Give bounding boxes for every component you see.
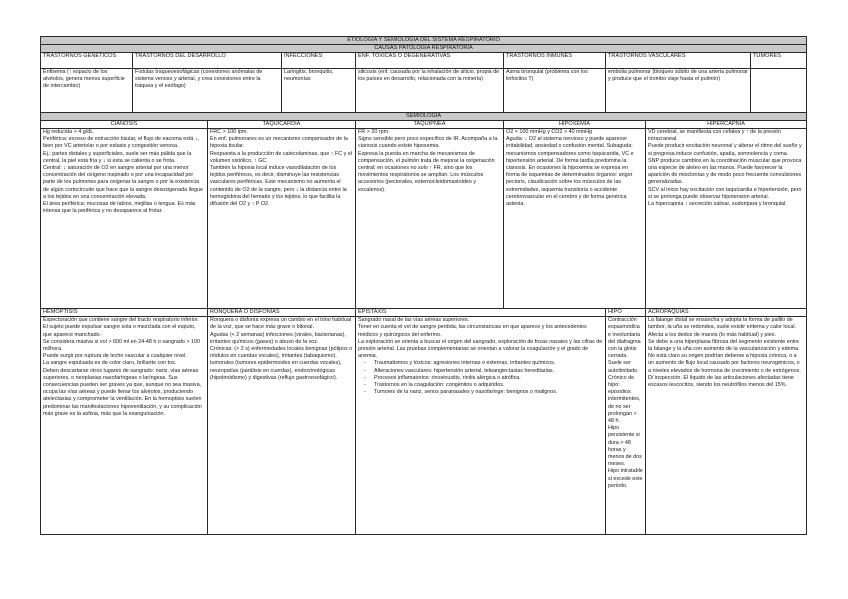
hemoptisis-line: Puede surgir por ruptura de lecho vascular a cualquier nivel. <box>43 353 187 360</box>
taquicardia-line: Respuesta a la producción de catecolaminas, que ↑ FC y el volumen sistólico, ↑ GC. <box>210 150 353 164</box>
epistaxis-line: Tener en cuenta el vol de sangre perdida, las circunstancias en que aparece y los antecedentes médicos y quirúrgicos del enfermo. <box>358 324 587 338</box>
list-item: - Trastornos en la coagulación: congénitos o adquiridos. <box>374 382 603 389</box>
semiology-header-row-2 <box>41 309 807 317</box>
semiology-band: SEMIOLOGÍA <box>41 113 807 121</box>
cause-header-geneticos: TRASTORNOS GENÉTICOS <box>41 53 133 69</box>
cause-header-desarrollo: TRASTORNOS DEL DESARROLLO <box>133 53 282 69</box>
hipoxemia-line: O2 < 100 mmHg y CO2 > 40 mmHg <box>506 129 592 135</box>
sem-cell-hipo <box>606 317 646 535</box>
cause-value-tumores <box>751 69 807 113</box>
cause-value-vasculares: embolia pulmonar (bloqueo súbito de una arteria pulmonar y produce que el trombo viaje hasta el pulmón) <box>606 69 751 113</box>
sem-cell-hemoptisis <box>41 317 208 535</box>
document-sheet <box>40 36 806 535</box>
causes-value-row <box>41 69 807 113</box>
ronquera-line: Ronquera o disfonía expresa un cambio en el tono habitual de la voz, que se hace más grave o bitonal. <box>210 317 352 331</box>
cause-header-toxicas: ENF. TÓXICAS O DEGENERATIVAS <box>356 53 504 69</box>
sem-cell-taquipnea <box>356 129 504 309</box>
sem-header-acropaquias: ACROPAQUIAS <box>646 309 807 317</box>
semiology-band-row <box>41 113 807 121</box>
hipercapnia-line: La hipercapnia ↑ secreción salivar, sudoripara y bronquial. <box>648 201 787 208</box>
list-item: - Tumores de la nariz, senos paranasales y nasofaringe: benignos o malignos. <box>374 389 603 396</box>
sem-header-hipercapnia: HIPERCAPNIA <box>646 121 807 129</box>
cause-header-infecciones: INFECCIONES <box>282 53 356 69</box>
taquicardia-line: FRC > 100 lpm. <box>210 129 248 135</box>
epistaxis-cause-list <box>358 360 603 396</box>
sem-header-ronquera: RONQUERA O DISFONÍAS <box>208 309 356 317</box>
sem-cell-hipoxemia <box>504 129 646 309</box>
cause-header-vasculares: TRASTORNOS VASCULARES <box>606 53 751 69</box>
sem-header-epistaxis: EPISTAXIS <box>356 309 606 317</box>
hipo-line: Hipo intratable si excede este periodo. <box>608 468 643 489</box>
cianosis-line: Ej.: partes distales y superficiales, suele ser más pálida que la central, la piel está fría y ↓ si esta se calienta o se frota. <box>43 150 192 164</box>
hipo-line: Contracción espasmódica e involuntaria del diafragma con la glotis cerrada. <box>608 317 641 360</box>
sem-header-hipoxemia: HIPOXEMIA <box>504 121 646 129</box>
document-title: ETIOLOGÍA Y SEMIOLOGÍA DEL SISTEMA RESPIRATORIO <box>41 37 807 45</box>
cianosis-line: Hg reducida > 4 g/dL <box>43 129 94 135</box>
cause-value-toxicas: silicosis (enf. causada por la inhalación de silicio, propia de los países en desarrollo, relacionada con la minería) <box>356 69 504 113</box>
ronquera-line: Crónicas: (> 2 s) enfermedades locales benignas (pólipos o nódulos en cuerdas vocales), irritantes (tabaquismo), tumorales (tumores epidermoides en cuerdas vocales), neuropatías (parálisis en cuerdas), endocrinológicas (hipotiroidismo) y digestivas (reflujo gastroesofágico). <box>210 346 353 381</box>
list-item: - Traumatismos y tóxicos: agresiones internas o externas, irritantes químicos. <box>374 360 603 367</box>
hipo-line: Crónico de hipo: episodios intermitentes, de no ser prolongan > 48 h. <box>608 374 641 425</box>
semiology-body-row-2 <box>41 317 807 535</box>
sem-cell-acropaquias <box>646 317 807 535</box>
epistaxis-line: Sangrado nasal de las vías aéreas superiores. <box>358 317 470 324</box>
sem-cell-cianosis <box>41 129 208 309</box>
cause-value-infecciones: Laringitis, bronquitis, neumonías <box>282 69 356 113</box>
cianosis-line: El área periférica: mucosas de labios, mejillas o lengua. Es más intensa que la periférica y no desaparece al frotar. <box>43 201 196 215</box>
hipoxemia-line: Aguda: ↓ O2 al sistema nervioso y puede aparecer irritabilidad, ansiedad o confusión mental. Subaguda: mecanismos compensadores como taquicardia, VC e hipertensión arterial. De forma tardía predomina la cianosis. En ocasiones la hipoxemia se expresa en forma de isquemias de determinados órganos: angor pectoris, claudicación sobre los músculos de las extremidades, isquemia transitoria o accidente cerebrovascular en el cerebro y de forma genérica astenia. <box>506 136 634 208</box>
sem-header-taquicardia: TAQUICARDIA <box>208 121 356 129</box>
hipo-line: Hipo persistente si dura > 48 horas y menos de dos meses. <box>608 425 642 468</box>
taquicardia-line: En enf. pulmonares es un mecanismo compensador de la hipoxia tisular. <box>210 136 348 150</box>
semiology-body-row-1 <box>41 129 807 309</box>
acropaquias-line: D/ inspección. El líquido de las articulaciones afectadas tiene escasos leucocitos, siendo los neutrófilos menos del 15%. <box>648 374 794 389</box>
taquicardia-line: También la hipoxia local induce vasodilatación de los tejidos periféricos, es decir, disminuye las resistencias vasculares periféricas. Este mecanismo no aumenta el contenido de O2 de la sangre, pero ↓ la distancia entre la hemoglobina del hematíe y los tejidos, lo que facilita la difusión del O2 y ↑ P O2. <box>210 165 347 208</box>
title-row <box>41 37 807 45</box>
hemoptisis-line: Expectoración que contiene sangre del tracto respiratorio inferior. <box>43 317 199 324</box>
cianosis-line: Periférica: exceso de extracción tisular, el flujo de eacoma está ↓, bien por VC arteriolar o por estasis y congestión venosa. <box>43 136 200 150</box>
list-item: - Procesos inflamatorios: rinosinusitis, rinitis alérgica o atrófica. <box>374 375 603 382</box>
cause-value-inmunes: Asma bronquial (problema con los linfocitos T) <box>504 69 606 113</box>
causes-band: CAUSAS PATOLOGÍA RESPIRATORIA <box>41 45 807 53</box>
sem-header-cianosis: CIANOSIS <box>41 121 208 129</box>
cianosis-line: Central: ↓ saturación de O2 en sangre arterial por una menor concentración del oxígeno inspirado o por una incapacidad por parte de los pulmones para oxigenar la sangre o por la existencia de algún cortocircuito que hace que la sangre desoxigenada llegue a los tejidos en una concentración elevada. <box>43 165 204 200</box>
sem-cell-hipercapnia <box>646 129 807 309</box>
hemoptisis-line: El sujeto puede expulsar sangre sola o mezclada con el esputo, que aparece manchado. <box>43 324 196 338</box>
sem-header-taquipnea: TAQUIPNEA <box>356 121 504 129</box>
hipercapnia-line: SNP produce cambios en la coordinación muscular que provoca una especie de aleteo en las manos. Puede favorecer la aparición de mioclonías y de modo poco frecuente convulsiones generalizadas. <box>648 157 802 186</box>
semiology-header-row-1 <box>41 121 807 129</box>
cause-value-geneticos: Enfisema (↑ espacio de los alvéolos, genera menos superficie de intercambio) <box>41 69 133 113</box>
acropaquias-line: Se debe a una hiperplasia fibrosa del segmento existente entre la falange y la uña con aumento de la vascularización y edema. No está claro su origen podrían deberse a hipoxia crónica, o a un aumento de flujo local causado por factores neurogénicos, o a niveles elevados de hormona de crecimiento o de estrógenos. <box>648 338 801 374</box>
sem-cell-taquicardia <box>208 129 356 309</box>
causes-band-row <box>41 45 807 53</box>
taquipnea-line: FR > 20 rpm. <box>358 129 390 135</box>
sem-cell-ronquera <box>208 317 356 535</box>
hipercapnia-line: SCV al inicio hay excitación con taquicardia e hipertensión, pero si se prolonga puede observar hipotensión arterial. <box>648 186 802 200</box>
hemoptisis-line: Deben descartarse otros lugares de sangrado: nariz, vías aéreas superiores, o neoplasias nasofaríngeas o laríngeas. Sus consecuencias pueden ser graves ya que, aunque no sea masiva, ocupa las vías aéreas y puede llenar los alvéolos, produciendo atelectasias y comprometer la ventilación. En la hemoptisis suelen predominar las manifestaciones hipoventilación, y su complicación más grave es la asfixia, más que la exanguinación. <box>43 367 202 417</box>
cause-header-inmunes: TRASTORNOS INMUNES <box>504 53 606 69</box>
hemoptisis-line: La sangre expulsada es de color claro, brillante con tos. <box>43 360 177 367</box>
causes-header-row <box>41 53 807 69</box>
cause-value-desarrollo: Fístulas traqueoesofágicas (conexiones anómalas de sistema venoso y arterial, y crea conexiones entre la tráquea y el esófago) <box>133 69 282 113</box>
taquipnea-line: Signo sensible pero poco específico de IR. Acompaña a la cianosis cuando existe hipoxemia. <box>358 136 498 150</box>
acropaquias-line: La falange distal se ensancha y adopta la forma de palillo de tambor, la uña se redondea, suele existir eritema y calor local. Afecta a los dedos de manos (lo más habitual) y pies. <box>648 317 797 338</box>
list-item: - Alteraciones vasculares: hipertensión arterial, teleangiectasias hereditarias. <box>374 368 603 375</box>
epistaxis-line: La exploración se orienta a buscar el origen del sangrado, exploración de fosas nasales y las cifras de presión arterial. Las pruebas complementarias se orientan a valorar la coagulación y el grado de anemia. <box>358 338 603 360</box>
cause-header-tumores: TUMORES <box>751 53 807 69</box>
sem-cell-epistaxis <box>356 317 606 535</box>
ronquera-line: Agudas (< 2 semanas) infecciones (virales, bacterianas), irritantes químicos (gases) o abuso de la voz. <box>210 331 346 345</box>
sem-header-hipo: HIPO <box>606 309 646 317</box>
hemoptisis-line: Se considera masiva si vol > 600 ml en 24-48 h o sangrado > 100 ml/hora. <box>43 338 201 353</box>
semiology-table <box>40 36 807 535</box>
sem-header-hemoptisis: HEMOPTISIS <box>41 309 208 317</box>
hipercapnia-line: Puede producir excitación neuronal y alterar el ritmo del sueño y si progresa induce confusión, apatía, somnolencia y coma. <box>648 143 802 157</box>
hipercapnia-line: VD cerebral, se manifiesta con cefalea y ↑ de la presión intracraneal. <box>648 129 782 143</box>
hipo-line: Suele ser autolimitado. <box>608 360 639 374</box>
taquipnea-line: Expresa la puesta en marcha de mecanismos de compensación, el pulmón trata de mejorar la oxigenación central; en ocasiones no solo ↑ FR, sino que los movimientos respiratorios se amplían. Los músculos accesorios (pectorales, esternocleidomastoideo y escalenos). <box>358 150 495 193</box>
